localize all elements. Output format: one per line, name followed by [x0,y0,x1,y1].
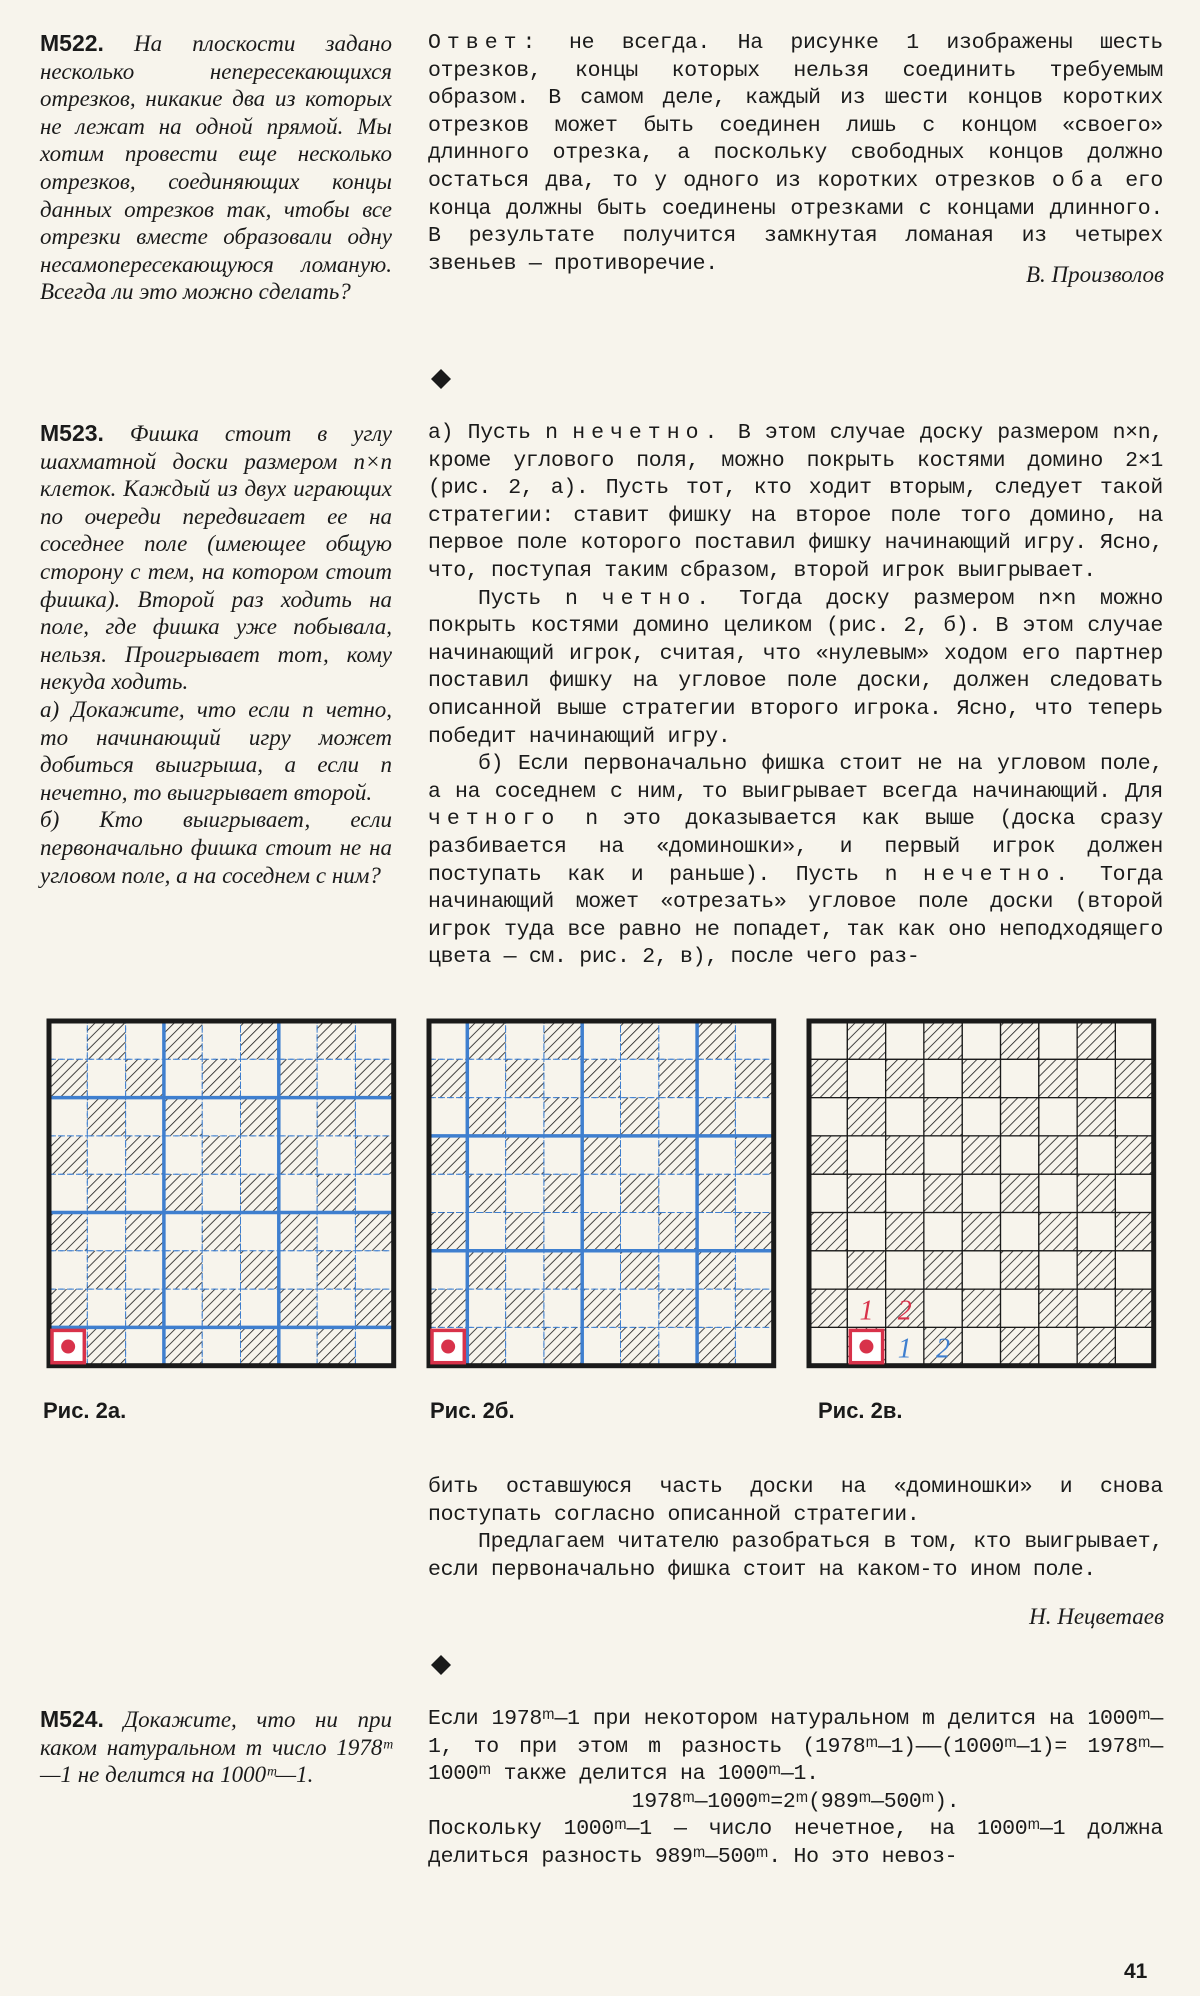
board-cell [317,1251,355,1289]
solution-m524: Если 1978ᵐ—1 при некотором натуральном m делится на 1000ᵐ—1, то при этом m разность (1978ᵐ—1)——(1000ᵐ—1)= 1978ᵐ—1000ᵐ также делится на 1000ᵐ—1. 1978ᵐ—1000ᵐ=2ᵐ(989ᵐ—500ᵐ). Поскольку 1000ᵐ—1 — число нечетное, на 1000ᵐ—1 должна делиться разность 989ᵐ—500ᵐ. Но это невоз- [428,1707,1163,1869]
board-cell [429,1059,467,1097]
board-cell [582,1059,620,1097]
board-cell [241,1098,279,1136]
piece-dot [859,1340,873,1354]
board-cell [164,1021,202,1059]
board-cell [202,1136,240,1174]
board-cell [886,1213,924,1251]
board-cell [544,1327,582,1365]
piece-dot [441,1340,455,1354]
board-cell [659,1289,697,1327]
board-cell [924,1098,962,1136]
board-cell [544,1251,582,1289]
board-cell [582,1136,620,1174]
board-cell [279,1136,317,1174]
cell-label: 1 [859,1295,874,1327]
board-cell [735,1136,773,1174]
board-cell [87,1251,125,1289]
formula: 1978ᵐ—1000ᵐ=2ᵐ(989ᵐ—500ᵐ). [631,1789,960,1814]
problem-m522 [40,30,392,306]
board-cell [886,1059,924,1097]
board-cell [506,1136,544,1174]
board-cell [202,1289,240,1327]
figure-2c-board [803,1015,1160,1372]
cell-label: 2 [936,1333,951,1365]
problem-number: М523. [40,420,104,446]
board-cell [467,1098,505,1136]
board-cell [279,1213,317,1251]
board-cell [429,1136,467,1174]
board-cell [544,1021,582,1059]
figure-caption-2a: Рис. 2а. [43,1398,127,1423]
board-cell [506,1059,544,1097]
board-cell [924,1174,962,1212]
board-cell [126,1136,164,1174]
board-cell [962,1136,1000,1174]
board-cell [467,1174,505,1212]
board-cell [962,1289,1000,1327]
figure-2a-board [43,1015,400,1372]
board-cell [735,1213,773,1251]
board-cell [962,1059,1000,1097]
board-cell [697,1098,735,1136]
board-cell [697,1327,735,1365]
board-cell [49,1136,87,1174]
board-cell [164,1327,202,1365]
board-cell [621,1174,659,1212]
board-cell [659,1136,697,1174]
board-cell [962,1213,1000,1251]
board-cell [735,1289,773,1327]
board-cell [279,1059,317,1097]
board-cell [1001,1098,1039,1136]
author-m522: В. Произволов [1025,262,1164,287]
board-cell [809,1136,847,1174]
board-cell [621,1021,659,1059]
cell-label: 2 [897,1295,912,1327]
board-cell [126,1289,164,1327]
board-cell [1115,1213,1153,1251]
board-cell [202,1213,240,1251]
board-cell [809,1059,847,1097]
board-cell [659,1213,697,1251]
board-cell [1001,1327,1039,1365]
board-cell [126,1059,164,1097]
board-cell [317,1098,355,1136]
figure-caption-2c: Рис. 2в. [818,1398,903,1423]
board-cell [621,1327,659,1365]
board-cell [1077,1174,1115,1212]
solution-m523: а) Пусть n нечетно. В этом случае доску размером n×n, кроме углового поля, можно покрыть костями домино 2×1 (рис. 2, а). Пусть тот, кто ходит вторым, следует такой стратегии: ставит фишку на второе поле того домино, на первое поле которого поставил фишку начинающий игру. Ясно, что, поступая таким сбразом, второй игрок выигрывает. Пусть n четно. Тогда доску размером n×n можно покрыть костями домино целиком (рис. 2, б). В этом случае начинающий игрок, считая, что «нулевым» ходом его партнер поставил фишку на угловое поле доски, должен следовать описанной выше стратегии второго игрока. Ясно, что теперь победит начинающий игру. б) Если первоначально фишка стоит не на угловом поле, а на соседнем с ним, то выигрывает всегда начинающий. Для четного n это доказывается как выше (доска сразу разбивается на «доминошки», и первый игрок должен поступать как и раньше). Пусть n нечетно. Тогда начинающий может «отрезать» угловое поле доски (второй игрок туда все равно не попадет, так как оно неподходящего цвета — см. рис. 2, в), после чего раз- [428,421,1163,970]
author-m523: Н. Нецветаев [1029,1604,1164,1629]
board-cell [1115,1136,1153,1174]
board-cell [355,1136,393,1174]
board-cell [582,1213,620,1251]
board-cell [467,1251,505,1289]
board-cell [1077,1327,1115,1365]
separator-diamond [430,368,452,390]
figure-2b-board [423,1015,780,1372]
board-cell [924,1251,962,1289]
separator-diamond [430,1654,452,1676]
board-cell [317,1021,355,1059]
board-cell [202,1059,240,1097]
problem-m523: М523. Фишка стоит в углу шахматной доски размером n×n клеток. Каждый из двух играющих по очереди передвигает ее на соседнее поле (имеющее общую сторону с тем, на котором стоит фишка). Второй раз ходить на поле, где фишка уже побывала, нельзя. Проигрывает тот, кому некуда ходить. а) Докажите, что если n четно, то начинающий игру может добиться выигрыша, а если n нечетно, то выигрывает второй. б) Кто выигрывает, если первоначально фишка стоит не на угловом поле, а на соседнем с ним? [40,420,392,888]
board-cell [1039,1059,1077,1097]
board-cell [847,1174,885,1212]
problem-m524: М524. Докажите, что ни при каком натуральном m число 1978ᵐ—1 не делится на 1000ᵐ—1. [40,1706,393,1788]
board-cell [241,1174,279,1212]
board-cell [847,1021,885,1059]
board-cell [87,1174,125,1212]
cell-label: 1 [897,1333,912,1365]
board-cell [164,1251,202,1289]
board-cell [355,1059,393,1097]
board-cell [697,1021,735,1059]
board-cell [164,1174,202,1212]
board-cell [506,1213,544,1251]
board-cell [355,1213,393,1251]
board-cell [87,1021,125,1059]
board-cell [87,1098,125,1136]
board-cell [429,1213,467,1251]
board-cell [621,1251,659,1289]
board-cell [467,1327,505,1365]
board-cell [886,1136,924,1174]
board-cell [1001,1251,1039,1289]
board-cell [87,1327,125,1365]
board-cell [279,1289,317,1327]
board-cell [506,1289,544,1327]
board-cell [429,1289,467,1327]
board-cell [544,1174,582,1212]
board-cell [1115,1059,1153,1097]
board-cell [1001,1021,1039,1059]
answer-label: Ответ: [428,31,542,55]
board-cell [49,1289,87,1327]
piece-dot [61,1340,75,1354]
board-cell [241,1021,279,1059]
board-cell [924,1021,962,1059]
board-cell [1115,1289,1153,1327]
board-cell [659,1059,697,1097]
board-cell [317,1327,355,1365]
board-cell [126,1213,164,1251]
board-cell [241,1251,279,1289]
board-cell [49,1213,87,1251]
board-cell [49,1059,87,1097]
problem-number: М524. [40,1706,104,1732]
board-cell [1001,1174,1039,1212]
problem-number: М522. [40,30,104,56]
board-cell [1039,1136,1077,1174]
board-cell [1039,1289,1077,1327]
board-cell [697,1251,735,1289]
board-cell [847,1251,885,1289]
board-cell [697,1174,735,1212]
figure-caption-2b: Рис. 2б. [430,1398,515,1423]
board-cell [809,1213,847,1251]
board-cell [582,1289,620,1327]
solution-m522: Ответ: не всегда. На рисунке 1 изображены шесть отрезков, концы которых нельзя соединить требуемым образом. В самом деле, каждый из шести концов коротких отрезков может быть соединен лишь с концом «своего» длинного отрезка, а поскольку свободных концов должно остаться два, то у одного из коротких отрезков оба его конца должны быть соединены отрезками с концами длинного. В результате получится замкнутая ломаная из четырех звеньев — противоречие. [428,31,1164,276]
board-cell [735,1059,773,1097]
board-cell [1077,1098,1115,1136]
board-cell [317,1174,355,1212]
page-number: 41 [1124,1960,1148,1983]
board-cell [1077,1021,1115,1059]
board-cell [544,1098,582,1136]
board-cell [355,1289,393,1327]
board-cell [809,1289,847,1327]
board-cell [621,1098,659,1136]
problem-text: На плоскости задано несколько непересекающихся отрезков, никакие два из которых не лежат на одной прямой. Мы хотим провести еще несколько отрезков, соединяющих концы данных отрезков так, чтобы все отрезки вместе образовали одну несамопересекающуюся ломаную. Всегда ли это можно сделать? [40,31,392,305]
board-cell [241,1327,279,1365]
board-cell [1039,1213,1077,1251]
board-cell [847,1098,885,1136]
board-cell [467,1021,505,1059]
solution-m523-continued: бить оставшуюся часть доски на «доминошки» и снова поступать согласно описанной стратегии. Предлагаем читателю разобраться в том, кто выигрывает, если первоначально фишка стоит на каком-то ином поле. [428,1475,1163,1582]
board-cell [1077,1251,1115,1289]
board-cell [164,1098,202,1136]
